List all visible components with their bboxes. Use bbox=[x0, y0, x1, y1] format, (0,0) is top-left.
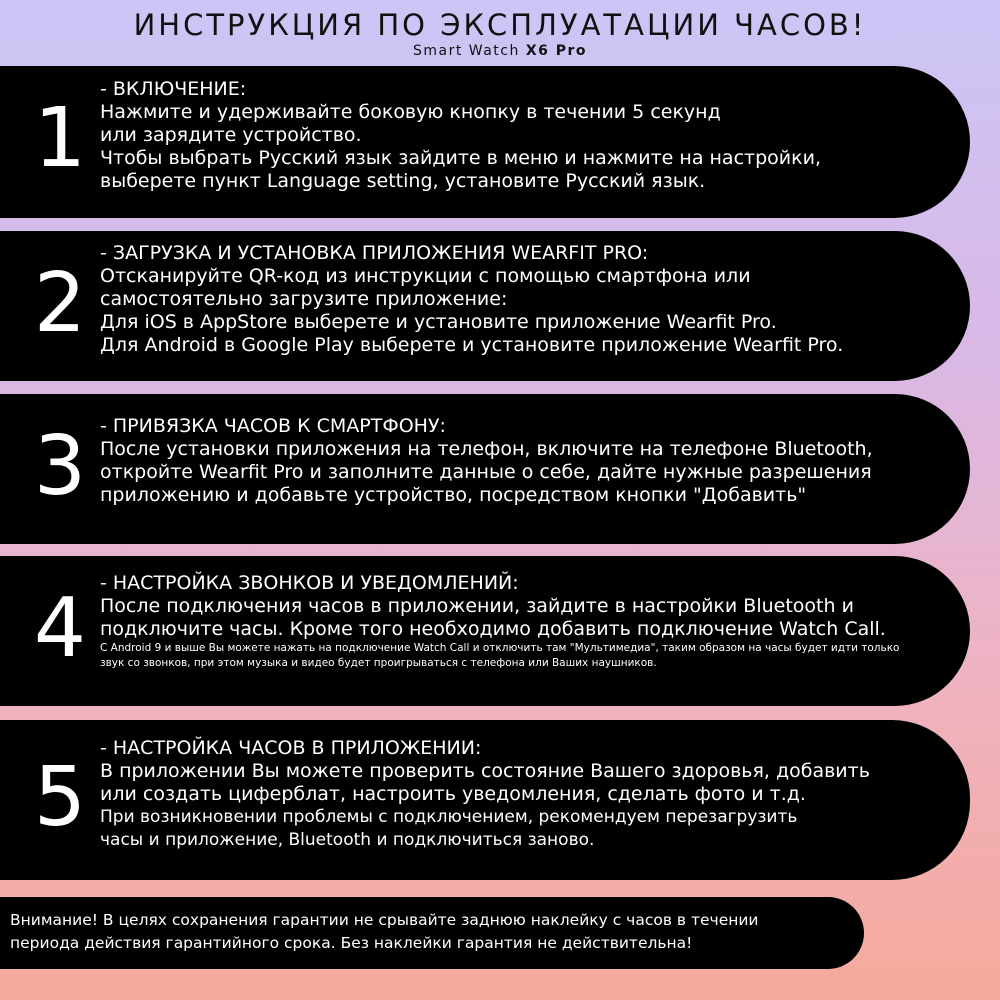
step-heading: - ЗАГРУЗКА И УСТАНОВКА ПРИЛОЖЕНИЯ WEARFIT PRO: bbox=[100, 242, 649, 264]
step-text bbox=[100, 415, 934, 507]
step-card-2 bbox=[0, 231, 970, 381]
step-line: После подключения часов в приложении, зайдите в настройки Bluetooth и bbox=[100, 595, 854, 617]
warning-text bbox=[10, 909, 844, 955]
step-card-3 bbox=[0, 394, 970, 544]
step-number: 4 bbox=[33, 581, 87, 676]
step-line: Чтобы выбрать Русский язык зайдите в меню и нажмите на настройки, bbox=[100, 147, 821, 169]
step-heading: - НАСТРОЙКА ЗВОНКОВ И УВЕДОМЛЕНИЙ: bbox=[100, 572, 519, 594]
step-text bbox=[100, 78, 934, 193]
step-line: откройте Wearfit Pro и заполните данные о себе, дайте нужные разрешения bbox=[100, 461, 872, 483]
step-line: Для Android в Google Play выберете и установите приложение Wearfit Pro. bbox=[100, 334, 844, 356]
warning-banner bbox=[0, 897, 864, 969]
step-text bbox=[100, 242, 934, 357]
step-heading: - ПРИВЯЗКА ЧАСОВ К СМАРТФОНУ: bbox=[100, 415, 446, 437]
step-line: приложению и добавьте устройство, посредством кнопки "Добавить" bbox=[100, 484, 807, 506]
step-note: звук со звонков, при этом музыка и видео будет проигрываться с телефона или Ваших наушников. bbox=[100, 657, 657, 669]
step-note: При возникновении проблемы с подключением, рекомендуем перезагрузить bbox=[100, 807, 798, 827]
step-heading: - НАСТРОЙКА ЧАСОВ В ПРИЛОЖЕНИИ: bbox=[100, 737, 482, 759]
step-card-1 bbox=[0, 66, 970, 218]
page-title: ИНСТРУКЦИЯ ПО ЭКСПЛУАТАЦИИ ЧАСОВ! bbox=[133, 8, 867, 42]
step-line: или создать циферблат, настроить уведомления, сделать фото и т.д. bbox=[100, 783, 806, 805]
step-line: подключите часы. Кроме того необходимо добавить подключение Watch Call. bbox=[100, 618, 886, 640]
step-note: С Android 9 и выше Вы можете нажать на подключение Watch Call и отключить там "Мультимедиа", таким образом на часы будет идти только bbox=[100, 642, 900, 654]
step-line: В приложении Вы можете проверить состояние Вашего здоровья, добавить bbox=[100, 760, 870, 782]
step-text bbox=[100, 572, 934, 671]
step-note: часы и приложение, Bluetooth и подключиться заново. bbox=[100, 830, 595, 850]
step-line: Нажмите и удерживайте боковую кнопку в течении 5 секунд bbox=[100, 101, 721, 123]
step-line: самостоятельно загрузите приложение: bbox=[100, 288, 508, 310]
warning-line: периода действия гарантийного срока. Без наклейки гарантия не действительна! bbox=[10, 934, 693, 952]
step-number: 5 bbox=[33, 750, 87, 845]
step-card-5 bbox=[0, 720, 970, 880]
step-line: выберете пункт Language setting, установите Русский язык. bbox=[100, 170, 706, 192]
subtitle-model: X6 Pro bbox=[525, 43, 588, 59]
step-line: Для iOS в AppStore выберете и установите приложение Wearfit Pro. bbox=[100, 311, 777, 333]
step-number: 3 bbox=[33, 419, 87, 514]
step-heading: - ВКЛЮЧЕНИЕ: bbox=[100, 78, 247, 100]
subtitle-brand: Smart Watch bbox=[412, 43, 526, 59]
step-card-4 bbox=[0, 556, 970, 706]
step-line: или зарядите устройство. bbox=[100, 124, 362, 146]
step-text bbox=[100, 737, 934, 852]
warning-line: Внимание! В целях сохранения гарантии не срывайте заднюю наклейку с часов в течении bbox=[10, 911, 759, 929]
step-line: Отсканируйте QR-код из инструкции с помощью смартфона или bbox=[100, 265, 751, 287]
step-number: 2 bbox=[33, 256, 87, 351]
page-subtitle bbox=[0, 43, 1000, 59]
step-number: 1 bbox=[33, 91, 87, 186]
step-line: После установки приложения на телефон, включите на телефоне Bluetooth, bbox=[100, 438, 873, 460]
